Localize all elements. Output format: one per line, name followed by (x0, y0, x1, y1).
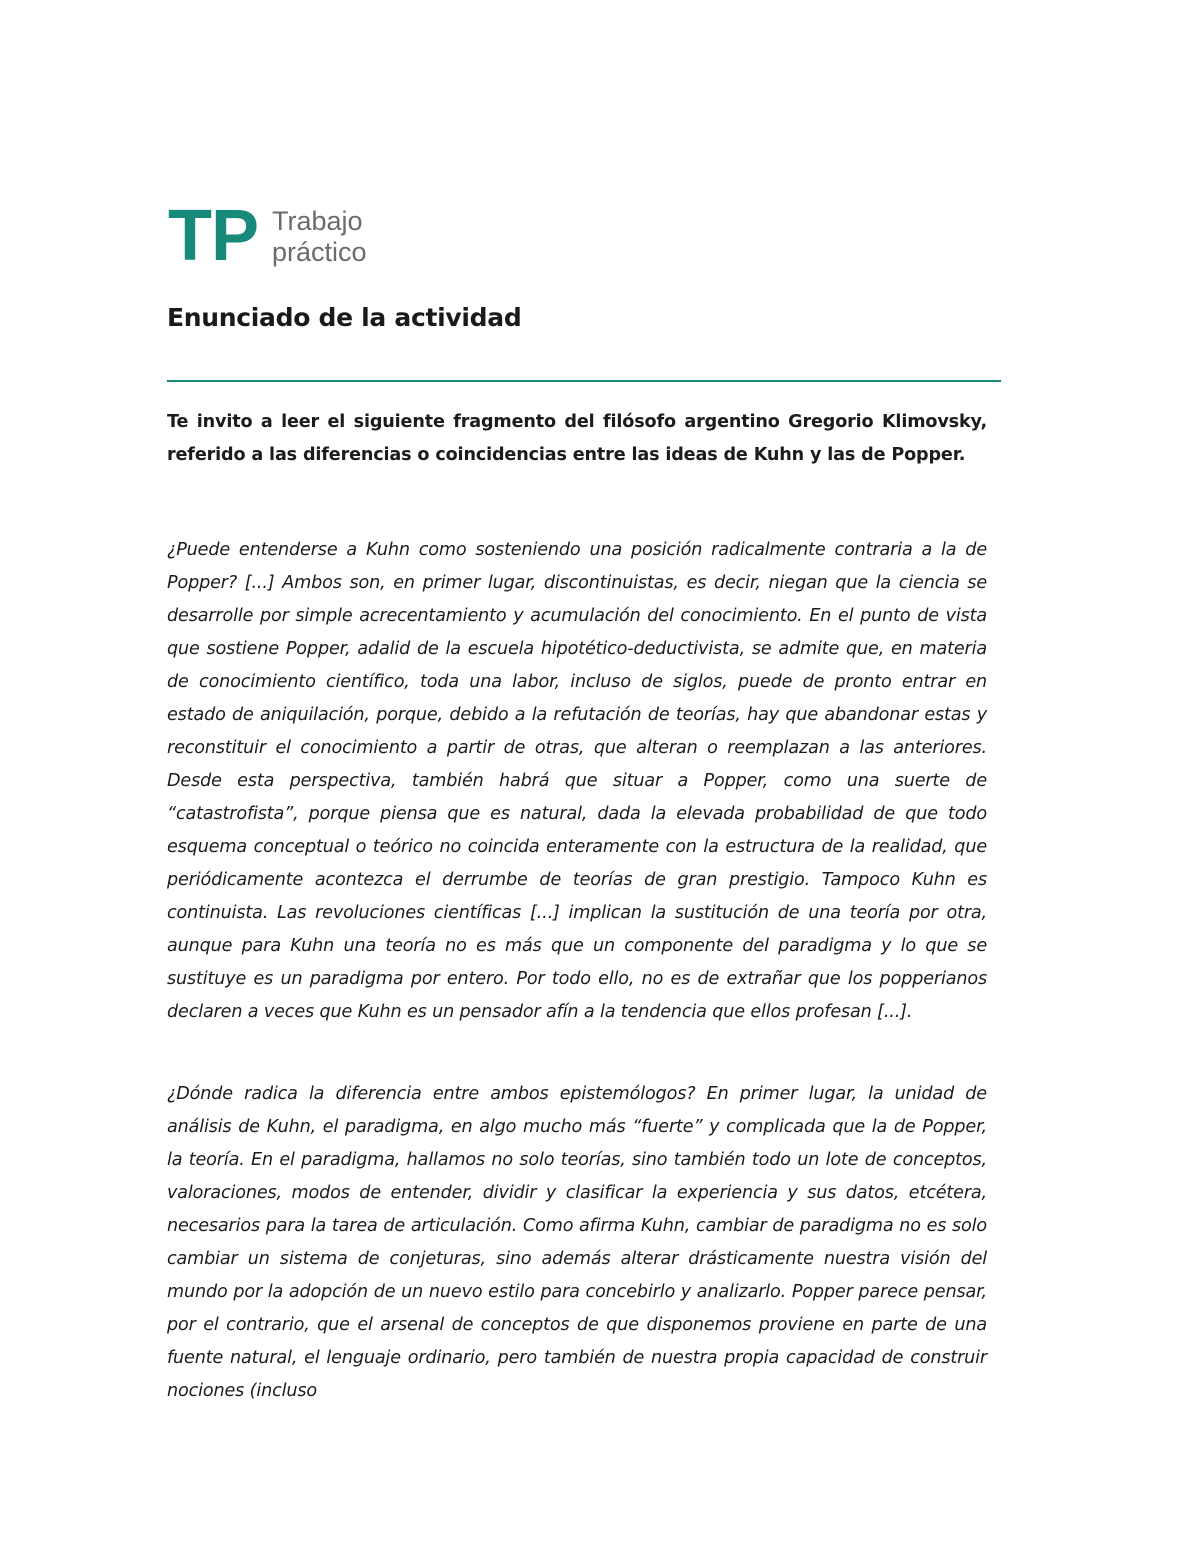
heading-divider (167, 380, 1001, 382)
tp-logo (168, 196, 367, 276)
logo-mark: TP (168, 196, 259, 276)
page-title: Enunciado de la actividad (167, 303, 522, 332)
logo-label (272, 206, 367, 268)
quote-paragraph-2: ¿Dónde radica la diferencia entre ambos epistemólogos? En primer lugar, la unidad de análisis de Kuhn, el paradigma, en algo mucho más “fuerte” y complicada que la de Popper, la teoría. En el paradigma, hallamos no solo teorías, sino también todo un lote de conceptos, valoraciones, modos de entender, dividir y clasificar la experiencia y sus datos, etcétera, necesarios para la tarea de articulación. Como afirma Kuhn, cambiar de paradigma no es solo cambiar un sistema de conjeturas, sino además alterar drásticamente nuestra visión del mundo por la adopción de un nuevo estilo para concebirlo y analizarlo. Popper parece pensar, por el contrario, que el arsenal de conceptos de que disponemos proviene en parte de una fuente natural, el lenguaje ordinario, pero también de nuestra propia capacidad de construir nociones (incluso (167, 1084, 987, 1401)
logo-line-1: Trabajo (272, 206, 363, 236)
quote-paragraph-1: ¿Puede entenderse a Kuhn como sosteniendo una posición radicalmente contraria a la de Popper? [...] Ambos son, en primer lugar, discontinuistas, es decir, niegan que la ciencia se desarrolle por simple acrecentamiento y acumulación del conocimiento. En el punto de vista que sostiene Popper, adalid de la escuela hipotético-deductivista, se admite que, en materia de conocimiento científico, toda una labor, incluso de siglos, puede de pronto entrar en estado de aniquilación, porque, debido a la refutación de teorías, hay que abandonar estas y reconstituir el conocimiento a partir de otras, que alteran o reemplazan a las anteriores. Desde esta perspectiva, también habrá que situar a Popper, como una suerte de “catastrofista”, porque piensa que es natural, dada la elevada probabilidad de que todo esquema conceptual o teórico no coincida enteramente con la estructura de la realidad, que periódicamente acontezca el derrumbe de teorías de gran prestigio. Tampoco Kuhn es continuista. Las revoluciones científicas [...] implican la sustitución de una teoría por otra, aunque para Kuhn una teoría no es más que un componente del paradigma y lo que se sustituye es un paradigma por entero. Por todo ello, no es de extrañar que los popperianos declaren a veces que Kuhn es un pensador afín a la tendencia que ellos profesan [...]. (167, 540, 987, 1022)
activity-intro: Te invito a leer el siguiente fragmento del filósofo argentino Gregorio Klimovsky, referido a las diferencias o coincidencias entre las ideas de Kuhn y las de Popper. (167, 412, 987, 465)
logo-line-2: práctico (272, 237, 367, 267)
